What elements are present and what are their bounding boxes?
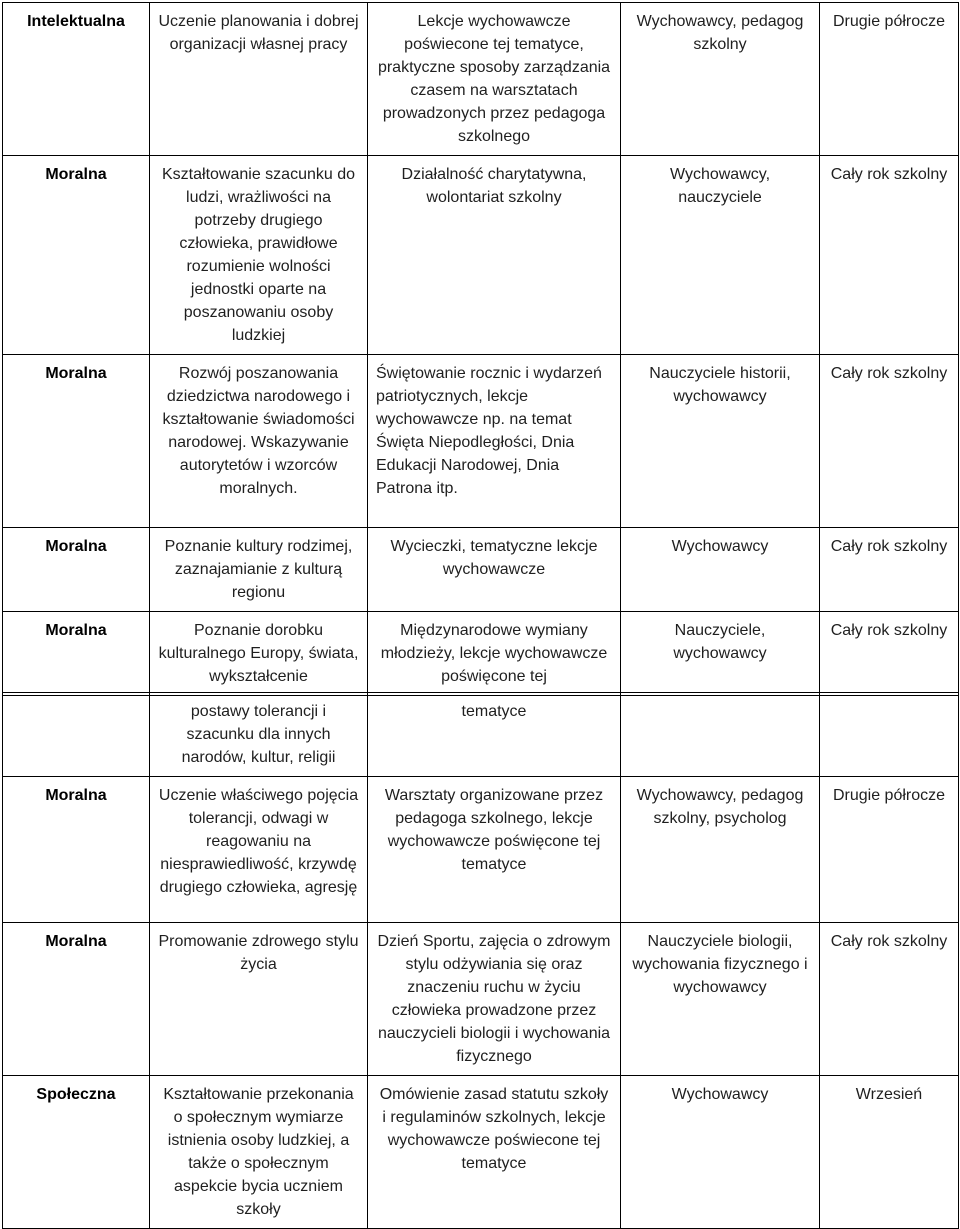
timeframe-cell: Cały rok szkolny — [820, 528, 959, 612]
responsible-cell: Wychowawcy — [621, 1076, 820, 1229]
timeframe-cell — [820, 693, 959, 777]
timeframe-cell: Drugie półrocze — [820, 777, 959, 923]
goal-cell: Kształtowanie szacunku do ludzi, wrażliwości na potrzeby drugiego człowieka, prawidłowe rozumienie wolności jednostki oparte na poszanowaniu osoby ludzkiej — [150, 156, 368, 355]
table-row — [3, 156, 959, 355]
forms-cell: tematyce — [368, 693, 621, 777]
table-row — [3, 1076, 959, 1229]
goal-cell: Poznanie kultury rodzimej, zaznajamianie z kulturą regionu — [150, 528, 368, 612]
forms-cell: Omówienie zasad statutu szkoły i regulaminów szkolnych, lekcje wychowawcze poświecone tej tematyce — [368, 1076, 621, 1229]
table-row — [3, 693, 959, 777]
area-cell: Moralna — [3, 156, 150, 355]
responsible-cell — [621, 693, 820, 777]
goal-cell: Promowanie zdrowego stylu życia — [150, 923, 368, 1076]
timeframe-cell: Wrzesień — [820, 1076, 959, 1229]
timeframe-cell: Drugie półrocze — [820, 3, 959, 156]
responsible-cell: Wychowawcy, pedagog szkolny — [621, 3, 820, 156]
area-cell: Moralna — [3, 355, 150, 528]
area-cell: Moralna — [3, 528, 150, 612]
forms-cell: Lekcje wychowawcze poświecone tej tematyce, praktyczne sposoby zarządzania czasem na warsztatach prowadzonych przez pedagoga szkolnego — [368, 3, 621, 156]
table-row — [3, 923, 959, 1076]
timeframe-cell: Cały rok szkolny — [820, 923, 959, 1076]
goal-cell: Uczenie planowania i dobrej organizacji własnej pracy — [150, 3, 368, 156]
area-cell: Moralna — [3, 612, 150, 696]
responsible-cell: Nauczyciele biologii, wychowania fizycznego i wychowawcy — [621, 923, 820, 1076]
area-cell: Społeczna — [3, 1076, 150, 1229]
table-row — [3, 612, 959, 696]
timeframe-cell: Cały rok szkolny — [820, 156, 959, 355]
forms-cell: Międzynarodowe wymiany młodzieży, lekcje wychowawcze poświęcone tej — [368, 612, 621, 696]
plan-table-top — [2, 2, 959, 696]
goal-cell: Rozwój poszanowania dziedzictwa narodowego i kształtowanie świadomości narodowej. Wskazywanie autorytetów i wzorców moralnych. — [150, 355, 368, 528]
forms-cell: Działalność charytatywna, wolontariat szkolny — [368, 156, 621, 355]
goal-cell: postawy tolerancji i szacunku dla innych narodów, kultur, religii — [150, 693, 368, 777]
goal-cell: Poznanie dorobku kulturalnego Europy, świata, wykształcenie — [150, 612, 368, 696]
goal-cell: Kształtowanie przekonania o społecznym wymiarze istnienia osoby ludzkiej, a także o społecznym aspekcie bycia uczniem szkoły — [150, 1076, 368, 1229]
responsible-cell: Wychowawcy, nauczyciele — [621, 156, 820, 355]
area-cell: Moralna — [3, 923, 150, 1076]
forms-cell: Dzień Sportu, zajęcia o zdrowym stylu odżywiania się oraz znaczeniu ruchu w życiu człowieka prowadzone przez nauczycieli biologii i wychowania fizycznego — [368, 923, 621, 1076]
area-cell: Intelektualna — [3, 3, 150, 156]
table-row — [3, 528, 959, 612]
table-row — [3, 777, 959, 923]
responsible-cell: Nauczyciele, wychowawcy — [621, 612, 820, 696]
area-cell — [3, 693, 150, 777]
responsible-cell: Nauczyciele historii, wychowawcy — [621, 355, 820, 528]
responsible-cell: Wychowawcy — [621, 528, 820, 612]
forms-cell: Świętowanie rocznic i wydarzeń patriotycznych, lekcje wychowawcze np. na temat Święta Niepodległości, Dnia Edukacji Narodowej, Dnia Patrona itp. — [368, 355, 621, 528]
table-row — [3, 355, 959, 528]
area-cell: Moralna — [3, 777, 150, 923]
forms-cell: Wycieczki, tematyczne lekcje wychowawcze — [368, 528, 621, 612]
forms-cell: Warsztaty organizowane przez pedagoga szkolnego, lekcje wychowawcze poświęcone tej tematyce — [368, 777, 621, 923]
timeframe-cell: Cały rok szkolny — [820, 612, 959, 696]
goal-cell: Uczenie właściwego pojęcia tolerancji, odwagi w reagowaniu na niesprawiedliwość, krzywdę drugiego człowieka, agresję — [150, 777, 368, 923]
table-row — [3, 3, 959, 156]
plan-table-bottom — [2, 692, 959, 1229]
responsible-cell: Wychowawcy, pedagog szkolny, psycholog — [621, 777, 820, 923]
timeframe-cell: Cały rok szkolny — [820, 355, 959, 528]
